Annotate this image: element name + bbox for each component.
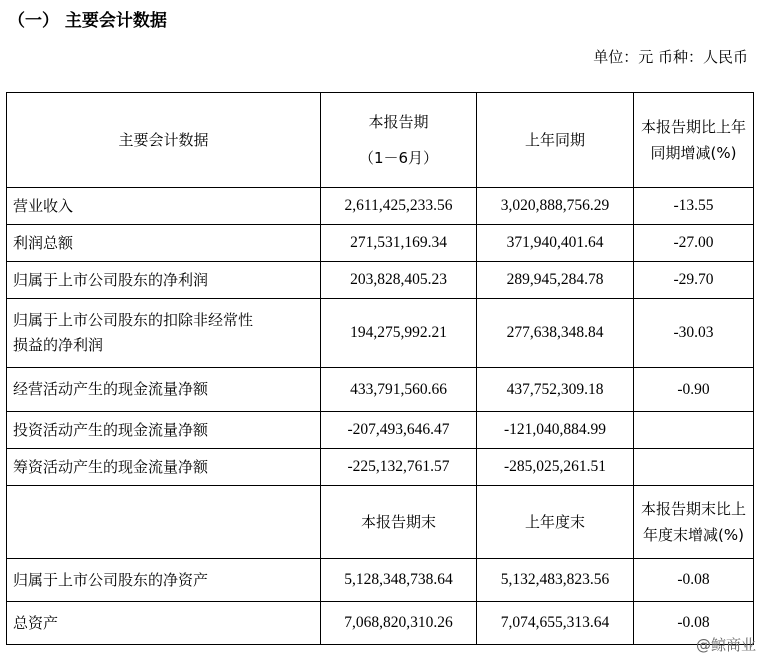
row-change: -30.03 [634, 299, 754, 368]
table-row [7, 368, 754, 412]
row-change [634, 412, 754, 449]
row-current: 7,068,820,310.26 [321, 602, 477, 645]
row-label-line2: 损益的净利润 [13, 336, 104, 354]
header-prior-year-end: 上年度末 [477, 486, 634, 559]
row-label: 总资产 [7, 602, 321, 645]
table-row [7, 602, 754, 645]
table-row [7, 299, 754, 368]
row-prior: -285,025,261.51 [477, 449, 634, 486]
header-change-2-line2: 年度末增减(%) [643, 526, 744, 544]
section-title: （一） 主要会计数据 [8, 11, 167, 31]
row-change: -0.08 [634, 559, 754, 602]
row-change: -29.70 [634, 262, 754, 299]
row-change: -27.00 [634, 225, 754, 262]
row-prior: 3,020,888,756.29 [477, 188, 634, 225]
row-prior: 5,132,483,823.56 [477, 559, 634, 602]
row-label: 经营活动产生的现金流量净额 [7, 368, 321, 412]
row-current: 194,275,992.21 [321, 299, 477, 368]
row-current: 203,828,405.23 [321, 262, 477, 299]
header-change-2-line1: 本报告期末比上 [640, 500, 746, 518]
accounting-data-table [6, 92, 754, 645]
table-row [7, 449, 754, 486]
row-current: 271,531,169.34 [321, 225, 477, 262]
row-change: -13.55 [634, 188, 754, 225]
row-current: 5,128,348,738.64 [321, 559, 477, 602]
row-label: 营业收入 [7, 188, 321, 225]
row-prior: 7,074,655,313.64 [477, 602, 634, 645]
header-change-2 [634, 486, 754, 559]
row-change [634, 449, 754, 486]
row-prior: -121,040,884.99 [477, 412, 634, 449]
row-current: 433,791,560.66 [321, 368, 477, 412]
unit-currency-line: 单位：元 币种：人民币 [593, 48, 748, 66]
row-prior: 277,638,348.84 [477, 299, 634, 368]
header-change [634, 93, 754, 188]
header-period-end: 本报告期末 [321, 486, 477, 559]
table-row [7, 225, 754, 262]
row-label: 筹资活动产生的现金流量净额 [7, 449, 321, 486]
row-label [7, 299, 321, 368]
row-prior: 371,940,401.64 [477, 225, 634, 262]
row-label: 投资活动产生的现金流量净额 [7, 412, 321, 449]
row-label: 归属于上市公司股东的净资产 [7, 559, 321, 602]
header-current-period-line2: （1－6月） [358, 149, 439, 167]
row-prior: 437,752,309.18 [477, 368, 634, 412]
row-prior: 289,945,284.78 [477, 262, 634, 299]
table-row [7, 188, 754, 225]
table-row [7, 412, 754, 449]
watermark: @鲸商业 [695, 636, 756, 654]
row-label-line1: 归属于上市公司股东的扣除非经常性 [13, 311, 254, 329]
row-change: -0.90 [634, 368, 754, 412]
row-current: -207,493,646.47 [321, 412, 477, 449]
header-change-line2: 同期增减(%) [650, 144, 737, 162]
row-current: -225,132,761.57 [321, 449, 477, 486]
header-main-data: 主要会计数据 [7, 93, 321, 188]
table-header-row-2 [7, 486, 754, 559]
row-label: 归属于上市公司股东的净利润 [7, 262, 321, 299]
header-current-period [321, 93, 477, 188]
header-prior-period: 上年同期 [477, 93, 634, 188]
header-change-line1: 本报告期比上年 [640, 118, 746, 136]
header-empty [7, 486, 321, 559]
header-current-period-line1: 本报告期 [368, 113, 429, 131]
table-row [7, 262, 754, 299]
table-row [7, 559, 754, 602]
row-label: 利润总额 [7, 225, 321, 262]
table-header-row [7, 93, 754, 188]
row-change: -0.08 [634, 602, 754, 645]
row-current: 2,611,425,233.56 [321, 188, 477, 225]
